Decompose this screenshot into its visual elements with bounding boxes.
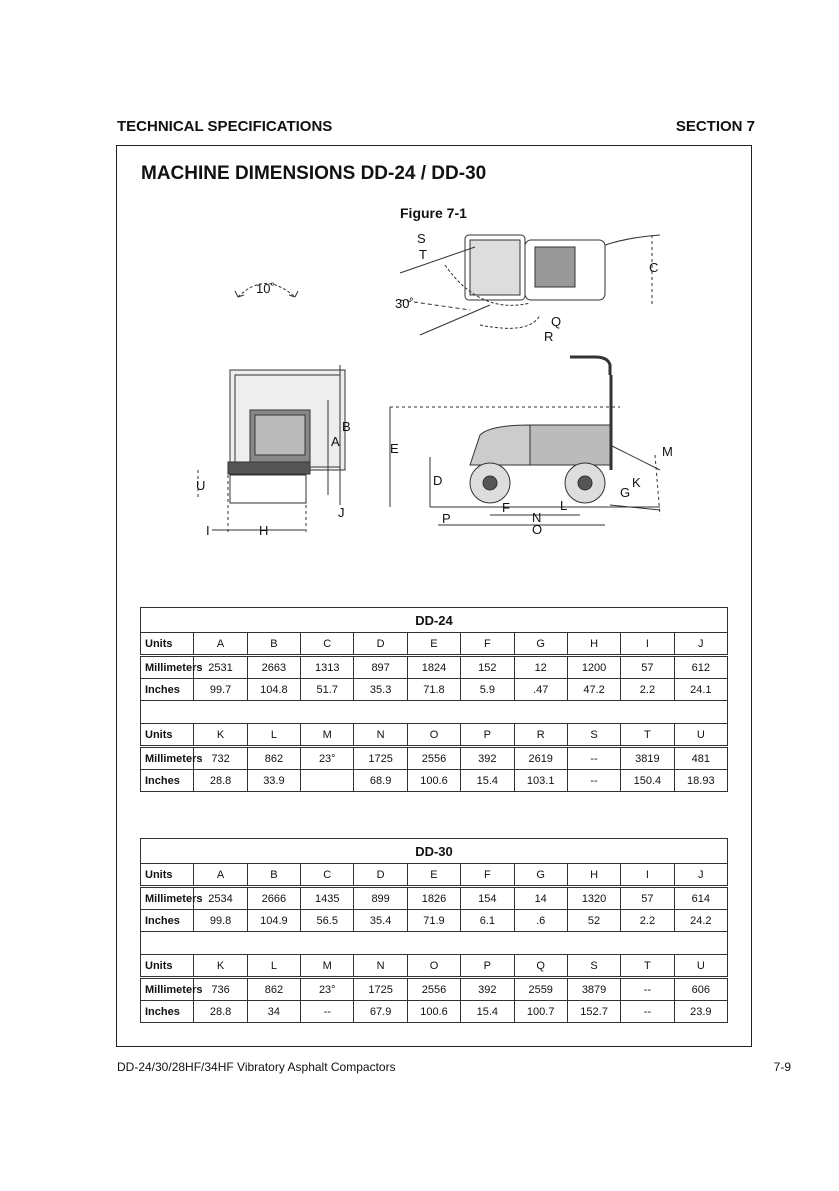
table-cell: 614 — [674, 887, 727, 910]
row-label: Units — [141, 633, 194, 656]
label-F: F — [502, 500, 510, 515]
page-title: MACHINE DIMENSIONS DD-24 / DD-30 — [141, 163, 487, 184]
table-row — [141, 978, 728, 1001]
label-P: P — [442, 511, 451, 526]
table-cell: 862 — [247, 747, 300, 770]
row-label: Inches — [141, 910, 194, 932]
row-label: Inches — [141, 770, 194, 792]
row-label: Inches — [141, 1001, 194, 1023]
table-row — [141, 887, 728, 910]
label-B: B — [342, 419, 351, 434]
spec-table-dd24 — [140, 607, 728, 792]
row-label: Units — [141, 724, 194, 747]
table-cell: 1200 — [567, 656, 620, 679]
table-cell: 2556 — [407, 747, 460, 770]
table-row — [141, 747, 728, 770]
spec-table-dd30 — [140, 838, 728, 1023]
table-cell: -- — [567, 747, 620, 770]
label-J: J — [338, 505, 345, 520]
table-cell: O — [407, 955, 460, 978]
table-caption: DD-24 — [141, 608, 728, 633]
table-cell: 15.4 — [461, 770, 514, 792]
table-cell: K — [194, 724, 247, 747]
table-cell: H — [567, 864, 620, 887]
table-cell: 56.5 — [301, 910, 354, 932]
figure-caption: Figure 7-1 — [400, 205, 467, 221]
table-cell: 57 — [621, 887, 674, 910]
table-caption: DD-30 — [141, 839, 728, 864]
table-cell: 1826 — [407, 887, 460, 910]
table-cell: 24.1 — [674, 679, 727, 701]
section-title: TECHNICAL SPECIFICATIONS — [117, 118, 333, 135]
table-cell: 35.3 — [354, 679, 407, 701]
table-cell: 862 — [247, 978, 300, 1001]
table-cell: P — [461, 724, 514, 747]
label-K: K — [632, 475, 641, 490]
table-cell: 104.8 — [247, 679, 300, 701]
label-M: M — [662, 444, 673, 459]
table-cell: 71.9 — [407, 910, 460, 932]
table-cell: O — [407, 724, 460, 747]
table-cell: 1725 — [354, 978, 407, 1001]
table-cell: 1313 — [301, 656, 354, 679]
table-cell: L — [247, 955, 300, 978]
table-cell: 2556 — [407, 978, 460, 1001]
table-cell: 150.4 — [621, 770, 674, 792]
table-cell: D — [354, 633, 407, 656]
label-R: R — [544, 329, 554, 344]
table-cell: 606 — [674, 978, 727, 1001]
label-E: E — [390, 441, 399, 456]
label-N: N — [532, 510, 542, 525]
table-cell: E — [407, 864, 460, 887]
table-cell: 99.7 — [194, 679, 247, 701]
table-cell: I — [621, 864, 674, 887]
table-cell: 1824 — [407, 656, 460, 679]
table-cell: 57 — [621, 656, 674, 679]
label-I: I — [206, 523, 210, 538]
table-cell: G — [514, 864, 567, 887]
table-cell: 392 — [461, 747, 514, 770]
table-cell: J — [674, 633, 727, 656]
machine-diagram — [190, 225, 673, 545]
table-cell: 52 — [567, 910, 620, 932]
table-cell: G — [514, 633, 567, 656]
table-cell: -- — [621, 978, 674, 1001]
table-cell: 2.2 — [621, 679, 674, 701]
table-cell: S — [567, 955, 620, 978]
table-cell: 2663 — [247, 656, 300, 679]
table-row — [141, 633, 728, 656]
table-cell: 481 — [674, 747, 727, 770]
row-label: Inches — [141, 679, 194, 701]
table-cell: T — [621, 724, 674, 747]
table-cell: 152 — [461, 656, 514, 679]
row-label: Units — [141, 955, 194, 978]
table-cell: 612 — [674, 656, 727, 679]
table-cell: M — [301, 955, 354, 978]
table-cell: 47.2 — [567, 679, 620, 701]
table-cell: I — [621, 633, 674, 656]
table-cell: 2619 — [514, 747, 567, 770]
table-cell: F — [461, 864, 514, 887]
table-cell: 28.8 — [194, 770, 247, 792]
table-cell: 68.9 — [354, 770, 407, 792]
table-cell: 152.7 — [567, 1001, 620, 1023]
table-cell: H — [567, 633, 620, 656]
table-cell: 15.4 — [461, 1001, 514, 1023]
table-cell: A — [194, 864, 247, 887]
table-cell: 12 — [514, 656, 567, 679]
table-cell: 35.4 — [354, 910, 407, 932]
table-cell: 2559 — [514, 978, 567, 1001]
table-cell: 2534 — [194, 887, 247, 910]
table-cell: 24.2 — [674, 910, 727, 932]
label-U: U — [196, 478, 206, 493]
table-cell: C — [301, 864, 354, 887]
table-cell: 1435 — [301, 887, 354, 910]
table-cell: B — [247, 633, 300, 656]
table-cell: -- — [621, 1001, 674, 1023]
table-cell: 1320 — [567, 887, 620, 910]
table-cell: P — [461, 955, 514, 978]
row-label: Millimeters — [141, 887, 194, 910]
row-label: Millimeters — [141, 978, 194, 1001]
table-cell: 732 — [194, 747, 247, 770]
label-H: H — [259, 523, 269, 538]
table-cell: R — [514, 724, 567, 747]
label-rotation-angle: 10˚ — [256, 281, 275, 296]
label-Q: Q — [551, 314, 562, 329]
table-row — [141, 1001, 728, 1023]
table-cell: 67.9 — [354, 1001, 407, 1023]
row-label: Millimeters — [141, 747, 194, 770]
table-cell: 18.93 — [674, 770, 727, 792]
table-cell: F — [461, 633, 514, 656]
table-row — [141, 955, 728, 978]
table-cell: U — [674, 724, 727, 747]
table-cell: 28.8 — [194, 1001, 247, 1023]
table-cell: B — [247, 864, 300, 887]
table-cell: 23° — [301, 747, 354, 770]
table-row — [141, 910, 728, 932]
table-cell: 100.6 — [407, 770, 460, 792]
label-A: A — [331, 434, 340, 449]
table-cell: T — [621, 955, 674, 978]
table-cell: 23° — [301, 978, 354, 1001]
label-steer-angle: 30˚ — [395, 296, 414, 311]
row-label: Millimeters — [141, 656, 194, 679]
table-cell: 34 — [247, 1001, 300, 1023]
table-cell: 23.9 — [674, 1001, 727, 1023]
table-cell: 51.7 — [301, 679, 354, 701]
table-cell: 897 — [354, 656, 407, 679]
table-row — [141, 656, 728, 679]
table-cell: 2666 — [247, 887, 300, 910]
table-cell — [301, 770, 354, 792]
table-row — [141, 770, 728, 792]
table-cell: 100.6 — [407, 1001, 460, 1023]
table-cell: Q — [514, 955, 567, 978]
table-cell: L — [247, 724, 300, 747]
table-cell: 736 — [194, 978, 247, 1001]
table-cell: 100.7 — [514, 1001, 567, 1023]
table-cell: 14 — [514, 887, 567, 910]
table-cell: N — [354, 724, 407, 747]
footer-document-title: DD-24/30/28HF/34HF Vibratory Asphalt Compactors — [117, 1060, 396, 1074]
table-cell: 2531 — [194, 656, 247, 679]
table-spacer — [141, 932, 728, 955]
table-cell: 3819 — [621, 747, 674, 770]
table-cell: .47 — [514, 679, 567, 701]
table-cell: 3879 — [567, 978, 620, 1001]
table-cell: 99.8 — [194, 910, 247, 932]
table-cell: K — [194, 955, 247, 978]
table-cell: 154 — [461, 887, 514, 910]
row-label: Units — [141, 864, 194, 887]
table-cell: S — [567, 724, 620, 747]
table-row — [141, 864, 728, 887]
label-O: O — [532, 522, 543, 537]
table-cell: -- — [301, 1001, 354, 1023]
table-cell: 1725 — [354, 747, 407, 770]
label-C: C — [649, 260, 659, 275]
table-cell: A — [194, 633, 247, 656]
table-cell: 103.1 — [514, 770, 567, 792]
label-L: L — [560, 498, 568, 513]
table-cell: U — [674, 955, 727, 978]
label-S: S — [417, 231, 426, 246]
table-cell: 71.8 — [407, 679, 460, 701]
table-cell: E — [407, 633, 460, 656]
label-G: G — [620, 485, 631, 500]
table-cell: J — [674, 864, 727, 887]
label-T: T — [419, 247, 427, 262]
table-cell: 392 — [461, 978, 514, 1001]
page-number: 7-9 — [773, 1060, 791, 1074]
table-row — [141, 724, 728, 747]
table-cell: D — [354, 864, 407, 887]
section-number: SECTION 7 — [675, 118, 755, 135]
table-cell: 2.2 — [621, 910, 674, 932]
table-cell: 5.9 — [461, 679, 514, 701]
table-cell: N — [354, 955, 407, 978]
table-cell: 104.9 — [247, 910, 300, 932]
table-cell: -- — [567, 770, 620, 792]
table-cell: 33.9 — [247, 770, 300, 792]
table-spacer — [141, 701, 728, 724]
table-cell: .6 — [514, 910, 567, 932]
label-D: D — [433, 473, 443, 488]
table-cell: 6.1 — [461, 910, 514, 932]
table-cell: 899 — [354, 887, 407, 910]
table-cell: M — [301, 724, 354, 747]
table-row — [141, 679, 728, 701]
table-cell: C — [301, 633, 354, 656]
